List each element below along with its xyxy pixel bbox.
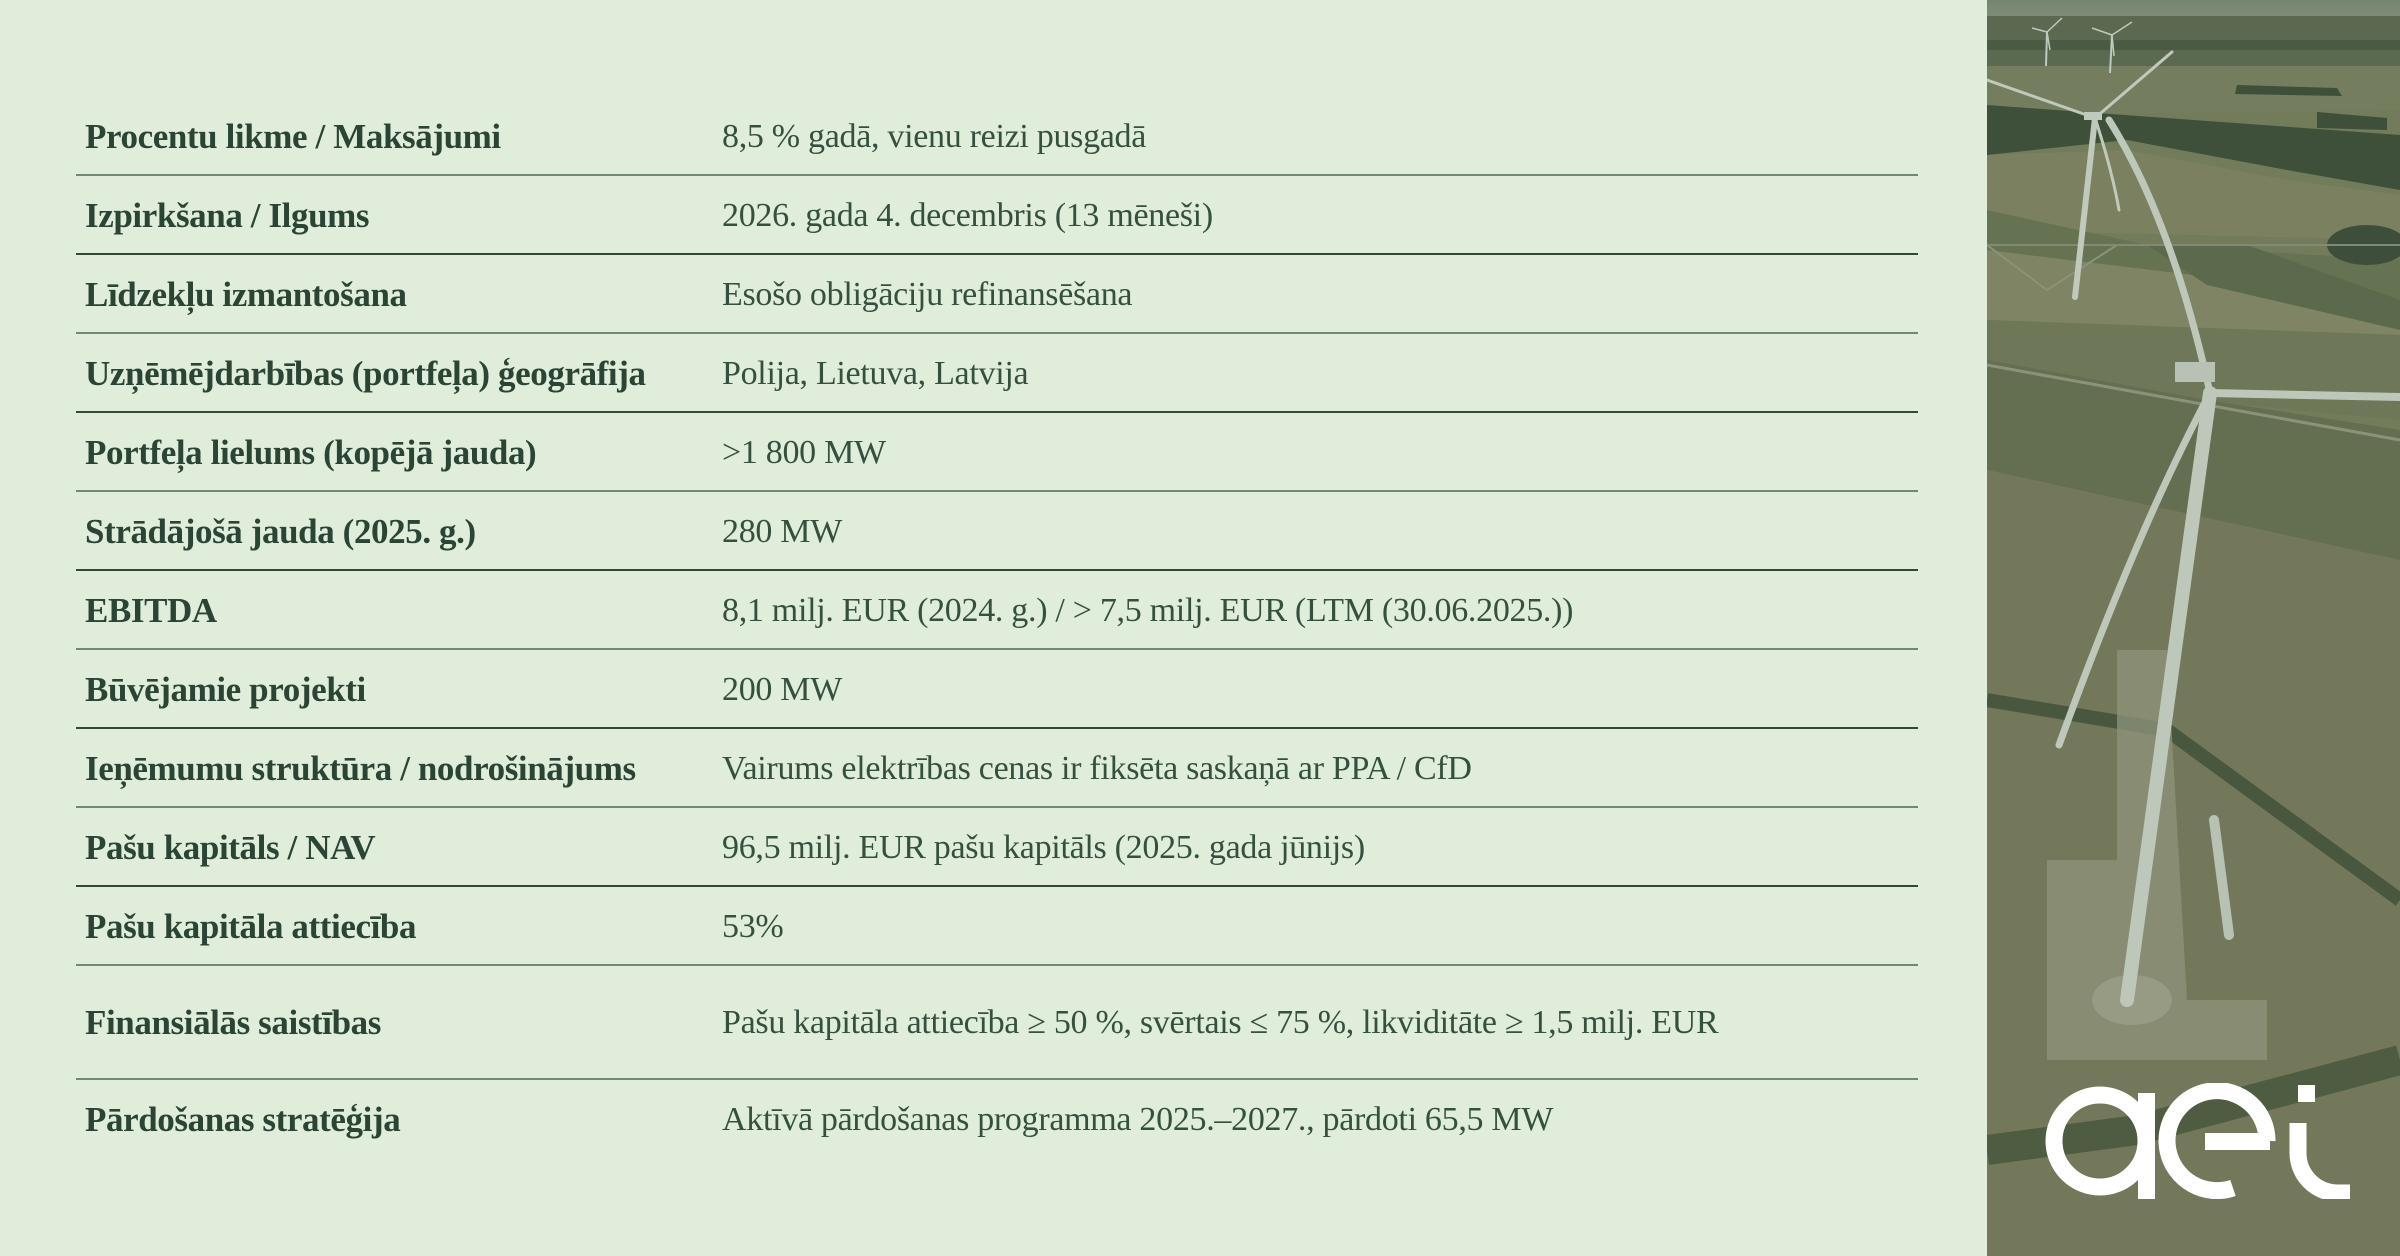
row-value: 200 MW bbox=[722, 670, 843, 708]
table-row bbox=[76, 176, 1918, 255]
table-row bbox=[76, 571, 1918, 650]
aei-logo bbox=[2045, 1083, 2350, 1199]
row-label: Ieņēmumu struktūra / nodrošinājums bbox=[85, 748, 636, 788]
row-value: 53% bbox=[722, 907, 784, 945]
row-label: Pārdošanas stratēģija bbox=[85, 1100, 401, 1139]
row-label: Pašu kapitāla attiecība bbox=[85, 906, 417, 946]
row-value: Vairums elektrības cenas ir fiksēta saskaņā ar PPA / CfD bbox=[722, 749, 1472, 787]
table-row bbox=[76, 492, 1918, 571]
row-value: 8,1 milj. EUR (2024. g.) / > 7,5 milj. EUR (LTM (30.06.2025.)) bbox=[722, 591, 1574, 629]
row-label: Portfeļa lielums (kopējā jauda) bbox=[85, 432, 537, 472]
row-value: 280 MW bbox=[722, 512, 843, 550]
row-label: Izpirkšana / Ilgums bbox=[85, 195, 370, 235]
table-row bbox=[76, 887, 1918, 966]
row-label: EBITDA bbox=[85, 590, 217, 630]
row-label: Pašu kapitāls / NAV bbox=[85, 827, 376, 867]
row-label: Būvējamie projekti bbox=[85, 669, 366, 709]
bond-terms-table bbox=[76, 97, 1918, 1160]
landscape-illustration bbox=[1987, 0, 2400, 1256]
row-value: 8,5 % gadā, vienu reizi pusgadā bbox=[722, 117, 1147, 155]
row-label: Līdzekļu izmantošana bbox=[85, 274, 407, 314]
table-row bbox=[76, 729, 1918, 808]
row-value: 2026. gada 4. decembris (13 mēneši) bbox=[722, 196, 1213, 234]
row-label: Strādājošā jauda (2025. g.) bbox=[85, 511, 476, 551]
row-label: Uzņēmējdarbības (portfeļa) ģeogrāfija bbox=[85, 353, 646, 393]
row-value: Esošo obligāciju refinansēšana bbox=[722, 275, 1133, 313]
row-value: 96,5 milj. EUR pašu kapitāls (2025. gada jūnijs) bbox=[722, 828, 1365, 866]
row-value: >1 800 MW bbox=[722, 433, 886, 471]
wind-turbines-photo bbox=[1987, 0, 2400, 1256]
table-row bbox=[76, 650, 1918, 729]
table-row bbox=[76, 97, 1918, 176]
row-value: Pašu kapitāla attiecība ≥ 50 %, svērtais ≤ 75 %, likviditāte ≥ 1,5 milj. EUR bbox=[722, 1004, 1719, 1041]
table-row bbox=[76, 808, 1918, 887]
table-row bbox=[76, 413, 1918, 492]
table-row bbox=[76, 255, 1918, 334]
row-value: Polija, Lietuva, Latvija bbox=[722, 354, 1029, 392]
row-label: Procentu likme / Maksājumi bbox=[85, 116, 501, 156]
row-value: Aktīvā pārdošanas programma 2025.–2027., pārdoti 65,5 MW bbox=[722, 1101, 1554, 1138]
table-row bbox=[76, 966, 1918, 1080]
row-label: Finansiālās saistības bbox=[85, 1003, 382, 1042]
table-row bbox=[76, 1080, 1918, 1160]
table-row bbox=[76, 334, 1918, 413]
